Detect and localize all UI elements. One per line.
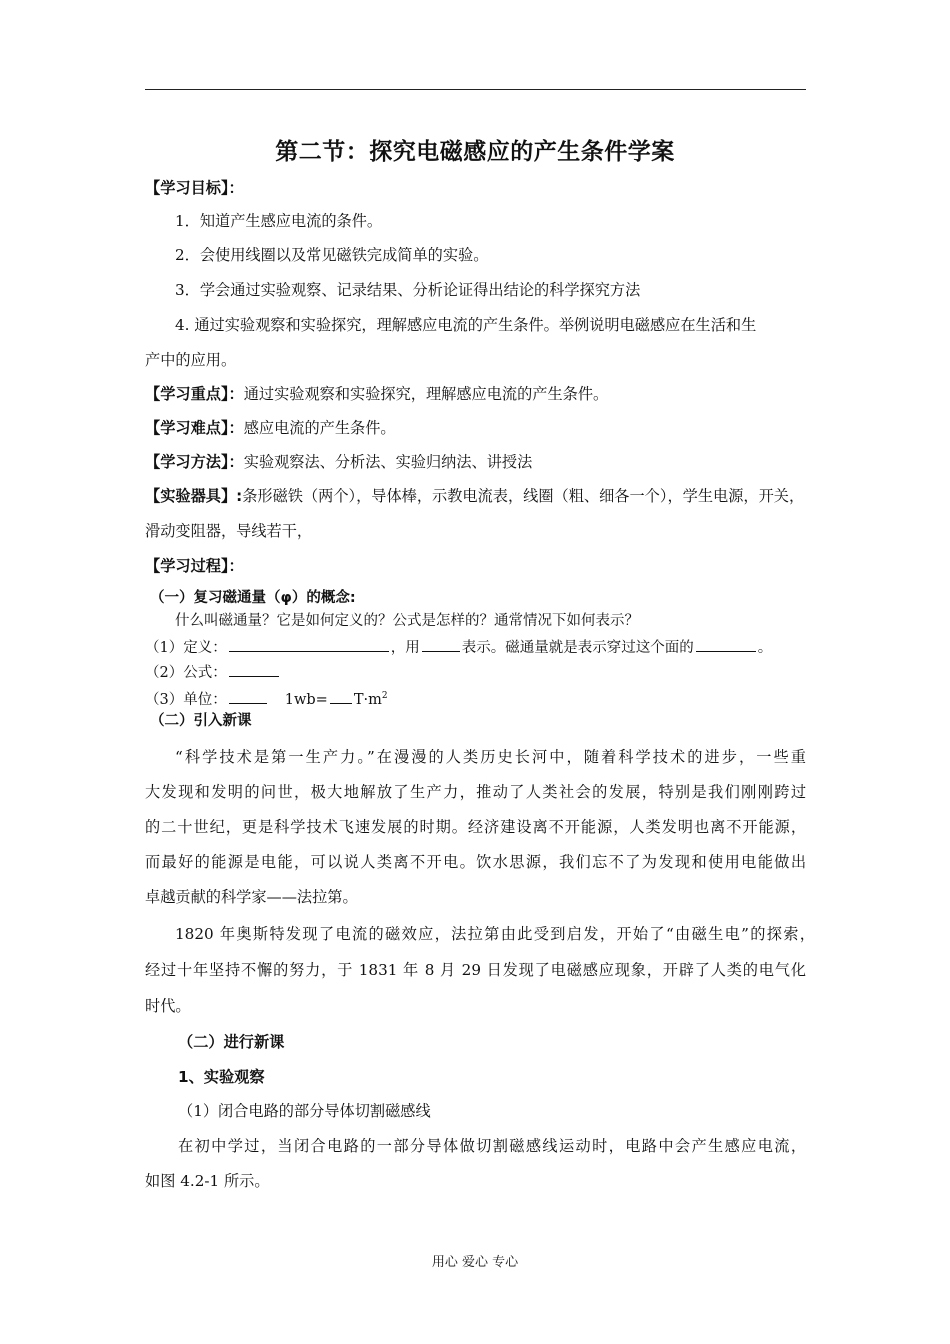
unit-eq-blank[interactable] [330,688,352,704]
unit-prefix: （3）单位： [145,691,227,708]
objectives-label: 【学习目标】 [145,179,229,197]
definition-row [145,636,772,658]
page-footer: 用心 爱心 专心 [431,1255,519,1270]
formula-row [145,661,281,683]
intro-paragraph-line: 的二十世纪，更是科学技术飞速发展的时期。经济建设离不开能源，人类发明也离不开能源， [145,818,806,836]
review-heading: （一）复习磁通量（φ）的概念: [150,590,356,606]
new-lesson-heading: （二）进行新课 [178,1033,285,1051]
intro-paragraph-line: 而最好的能源是电能，可以说人类离不开电。饮水思源，我们忘不了为发现和使用电能做出 [145,853,806,871]
definition-mid-1: ，用 [390,640,420,656]
intro-paragraph-line: 卓越贡献的科学家——法拉第。 [145,888,358,906]
unit-eq-prefix: 1wb= [284,691,328,708]
page-title: 第二节：探究电磁感应的产生条件学案 [275,139,675,165]
objective-item: 2．会使用线圈以及常见磁铁完成简单的实验。 [175,246,489,264]
equipment-label: 【实验器具】 [145,487,237,505]
history-paragraph-line: 经过十年坚持不懈的努力，于 1831 年 8 月 29 日发现了电磁感应现象，开辟了人类的电气化 [145,961,806,979]
equipment-text-continued: 滑动变阻器，导线若干， [145,522,313,540]
key-point-row [145,384,608,404]
equipment-colon: : [236,487,243,505]
objectives-colon: ： [228,179,244,197]
difficulty-row [145,418,396,438]
objectives-heading [145,178,244,198]
key-point-label: 【学习重点】 [145,385,229,403]
process-heading [145,556,244,576]
intro-paragraph-line: 大发现和发明的问世，极大地解放了生产力，推动了人类社会的发展，特别是我们刚刚跨过 [145,783,806,801]
formula-blank[interactable] [229,661,279,677]
history-paragraph-line: 时代。 [145,997,191,1015]
objective-item: 1．知道产生感应电流的条件。 [175,212,383,230]
experiment-heading: 1、实验观察 [178,1068,265,1086]
process-label: 【学习过程】 [145,557,229,575]
history-paragraph-line: 1820 年奥斯特发现了电流的磁效应，法拉第由此受到启发，开始了“由磁生电”的探索， [175,925,815,943]
review-question: 什么叫磁通量？它是如何定义的？公式是怎样的？通常情况下如何表示？ [175,613,639,629]
experiment-subheading: （1）闭合电路的部分导体切割磁感线 [178,1102,431,1120]
equipment-text: 条形磁铁（两个），导体棒，示教电流表，线圈（粗、细各一个），学生电源，开关， [242,487,805,505]
method-row [145,452,532,472]
key-point-text: 通过实验观察和实验探究，理解感应电流的产生条件。 [243,385,609,403]
objective-item: 3．学会通过实验观察、记录结果、分析论证得出结论的科学探究方法 [175,281,641,299]
unit-eq-suffix: T·m [353,691,382,708]
experiment-paragraph-line: 在初中学过，当闭合电路的一部分导体做切割磁感线运动时，电路中会产生感应电流， [178,1137,806,1155]
difficulty-text: 感应电流的产生条件。 [243,419,396,437]
difficulty-colon: ： [228,419,244,437]
difficulty-label: 【学习难点】 [145,419,229,437]
formula-prefix: （2）公式： [145,665,227,681]
method-colon: ： [228,453,244,471]
symbol-blank[interactable] [422,636,460,652]
definition-mid-2: 表示。磁通量就是表示穿过这个面的 [461,640,694,656]
unit-superscript: 2 [381,691,388,701]
method-text: 实验观察法、分析法、实验归纳法、讲授法 [243,453,533,471]
equipment-row [145,486,804,506]
quantity-blank[interactable] [696,636,756,652]
objective-item: 4. 通过实验观察和实验探究，理解感应电流的产生条件。举例说明电磁感应在生活和生 [175,316,757,334]
key-point-colon: ： [228,385,244,403]
experiment-paragraph-line: 如图 4.2-1 所示。 [145,1172,270,1190]
header-rule [145,89,806,90]
unit-blank[interactable] [229,688,267,704]
method-label: 【学习方法】 [145,453,229,471]
unit-row [145,686,388,710]
definition-prefix: （1）定义： [145,640,227,656]
definition-blank[interactable] [229,636,389,652]
process-colon: ： [228,557,244,575]
intro-paragraph-line: “科学技术是第一生产力。”在漫漫的人类历史长河中，随着科学技术的进步，一些重 [175,748,806,766]
intro-heading: （二）引入新课 [150,713,252,729]
objective-item-continued: 产中的应用。 [145,351,237,369]
definition-end: 。 [757,640,773,656]
